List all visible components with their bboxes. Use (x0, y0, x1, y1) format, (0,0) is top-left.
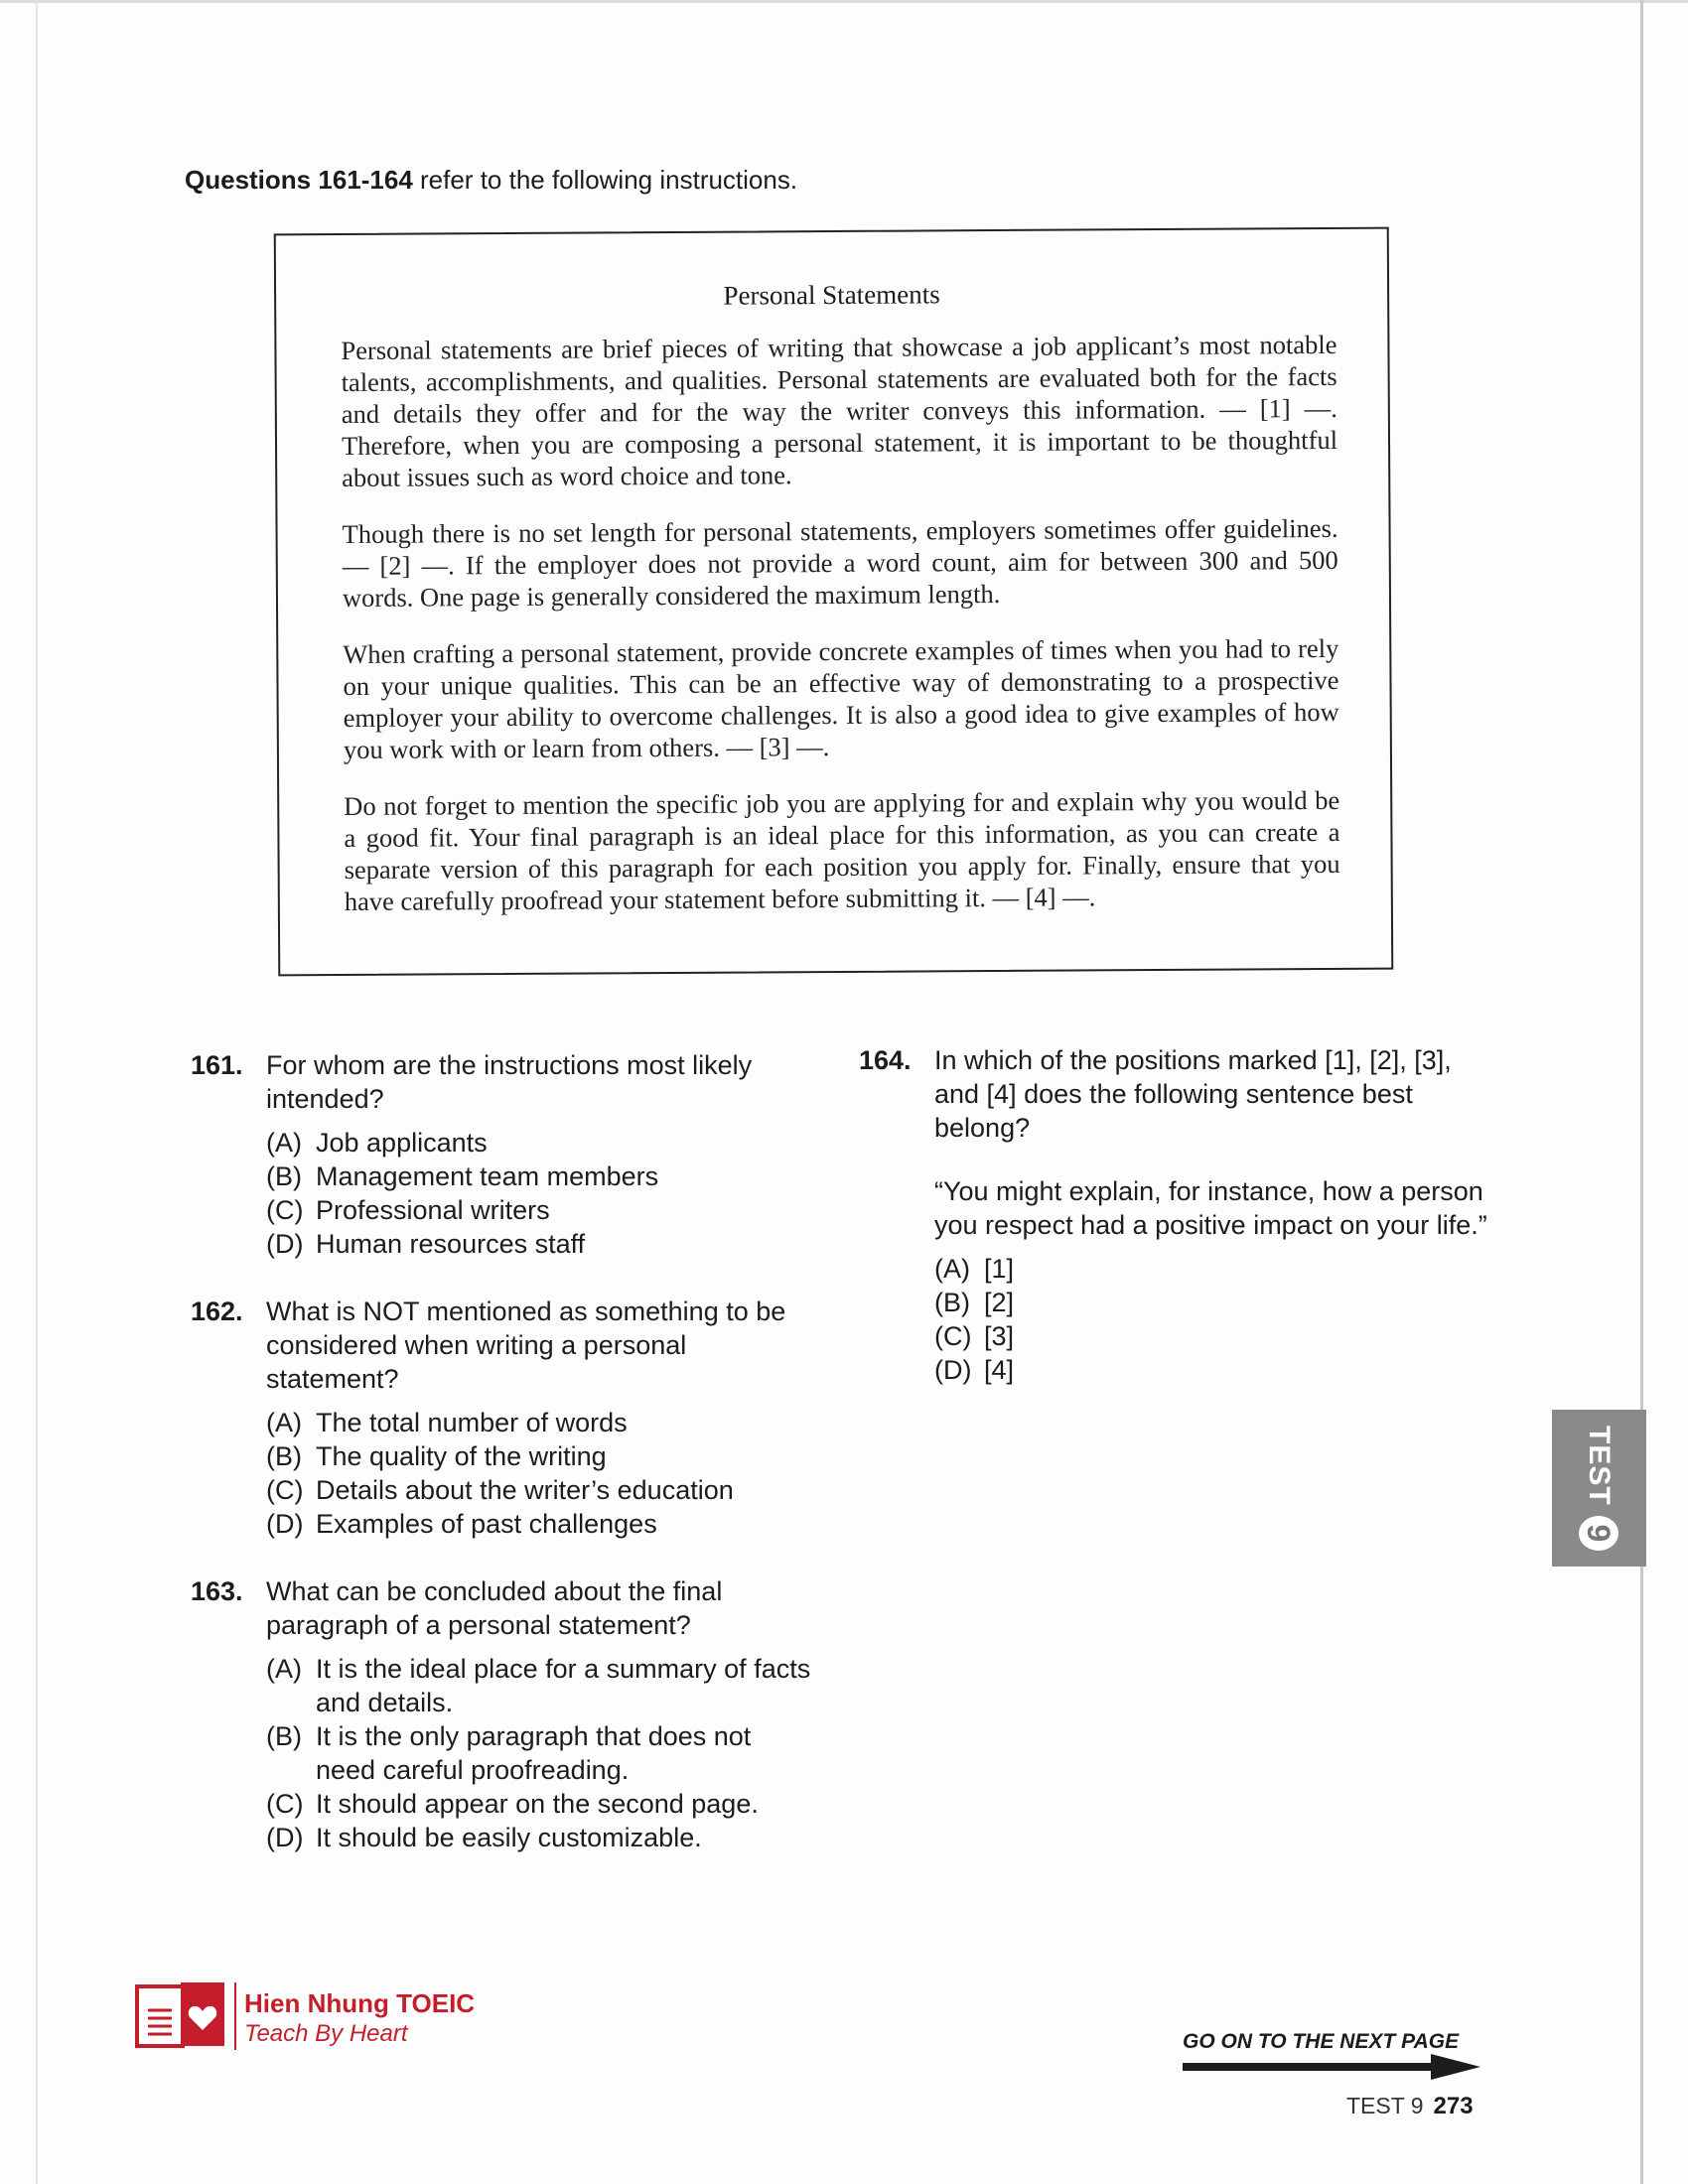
answer-options (266, 1652, 816, 1854)
answer-options (266, 1406, 816, 1541)
answer-option-a[interactable] (266, 1406, 816, 1439)
passage-paragraph: Personal statements are brief pieces of writing that showcase a job applicant’s most notable talents, accomplishments, and qualities. Personal statements are evaluated both for the facts and details they offer and for the way the writer conveys this information. — [1] —. Therefore, when you are composing a personal statement, it is important to be thoughtful about issues such as word choice and tone. (341, 329, 1338, 493)
answer-option-a[interactable] (266, 1652, 816, 1719)
option-text: Professional writers (316, 1195, 550, 1225)
question-161 (191, 1048, 816, 1261)
option-text: [1] (984, 1254, 1015, 1284)
page-footer (1346, 2093, 1474, 2120)
option-text: It is the only paragraph that does not need careful proofreading. (316, 1721, 752, 1785)
scan-edge-left (36, 0, 38, 2184)
option-letter: (D) (266, 1229, 304, 1259)
option-letter: (A) (266, 1654, 302, 1684)
answer-option-c[interactable] (266, 1787, 816, 1821)
option-letter: (A) (266, 1128, 302, 1158)
answer-option-c[interactable] (266, 1473, 816, 1507)
page-number: 273 (1433, 2093, 1474, 2119)
question-text: What is NOT mentioned as something to be considered when writing a personal statement? (266, 1297, 786, 1394)
brand-tagline: Teach By Heart (244, 2020, 408, 2047)
option-letter: (C) (266, 1475, 304, 1505)
option-text: It should appear on the second page. (316, 1789, 759, 1819)
scan-edge-top (0, 0, 1688, 3)
option-text: The quality of the writing (316, 1441, 607, 1471)
option-letter: (C) (266, 1195, 304, 1225)
questions-range: Questions 161-164 (185, 165, 413, 195)
option-text: [4] (984, 1355, 1015, 1385)
question-number: 164. (859, 1045, 912, 1075)
question-text: What can be concluded about the final paragraph of a personal statement? (266, 1576, 723, 1640)
intro-rest: refer to the following instructions. (412, 165, 798, 195)
book-heart-icon (135, 1980, 226, 2052)
question-number: 162. (191, 1297, 243, 1326)
question-text: In which of the positions marked [1], [2], [3], and [4] does the following sentence best belong? (934, 1045, 1452, 1143)
answer-option-a[interactable] (934, 1252, 1494, 1286)
brand-name: Hien Nhung TOEIC (244, 1988, 476, 2018)
question-text: For whom are the instructions most likely intended? (266, 1050, 753, 1114)
inserted-sentence-quote: “You might explain, for instance, how a person you respect had a positive impact on your life.” (934, 1176, 1487, 1240)
answer-options (934, 1252, 1494, 1387)
passage-box (274, 227, 1394, 977)
option-letter: (A) (266, 1408, 302, 1437)
option-letter: (B) (266, 1161, 302, 1191)
question-163 (191, 1574, 816, 1854)
option-text: [2] (984, 1288, 1015, 1317)
question-number: 163. (191, 1576, 243, 1606)
passage-paragraph: Do not forget to mention the specific job you are applying for and explain why you would be a good fit. Your final paragraph is an ideal place for this information, as you can create a separate version of this paragraph for each position you apply for. Finally, ensure that you have carefully proofread your statement before submitting it. — [4] —. (344, 784, 1340, 917)
answer-option-c[interactable] (934, 1319, 1494, 1353)
option-letter: (D) (266, 1823, 304, 1852)
option-letter: (C) (266, 1789, 304, 1819)
answer-option-b[interactable] (934, 1286, 1494, 1319)
logo-divider (234, 1982, 236, 2050)
question-164 (859, 1043, 1494, 1387)
question-number: 161. (191, 1050, 243, 1080)
passage-title: Personal Statements (723, 279, 940, 311)
answer-option-b[interactable] (266, 1439, 816, 1473)
questions-left-column (191, 1048, 816, 1888)
go-to-next-page (1183, 2030, 1480, 2080)
answer-option-d[interactable] (934, 1353, 1494, 1387)
scan-edge-right (1640, 0, 1643, 2184)
option-text: Examples of past challenges (316, 1509, 657, 1539)
option-letter: (C) (934, 1321, 972, 1351)
option-letter: (B) (266, 1721, 302, 1751)
passage-paragraph: Though there is no set length for personal statements, employers sometimes offer guidelines. — [2] —. If the employer does not provide a word count, aim for between 300 and 500 words. One page is generally considered the maximum length. (342, 512, 1338, 614)
footer-test-label: TEST 9 (1346, 2093, 1424, 2118)
option-text: Details about the writer’s education (316, 1475, 734, 1505)
answer-option-c[interactable] (266, 1193, 816, 1227)
passage-body (341, 329, 1340, 942)
option-text: It should be easily customizable. (316, 1823, 702, 1852)
option-text: It is the ideal place for a summary of facts and details. (316, 1654, 811, 1717)
questions-intro (185, 165, 797, 196)
option-letter: (D) (266, 1509, 304, 1539)
answer-option-a[interactable] (266, 1126, 816, 1160)
passage-paragraph: When crafting a personal statement, provide concrete examples of times when you had to rely on your unique qualities. This can be an effective way of demonstrating to a prospective employer your ability to overcome challenges. It is also a good idea to give examples of how you work with or learn from others. — [3] —. (343, 632, 1339, 765)
test-side-tab (1552, 1410, 1646, 1567)
option-letter: (A) (934, 1254, 970, 1284)
answer-option-d[interactable] (266, 1227, 816, 1261)
side-tab-text: TEST (1583, 1426, 1616, 1506)
answer-option-b[interactable] (266, 1160, 816, 1193)
next-page-label: GO ON TO THE NEXT PAGE (1183, 2030, 1460, 2053)
brand-logo (135, 1979, 532, 2058)
test-number-badge: 9 (1579, 1516, 1618, 1551)
option-letter: (B) (266, 1441, 302, 1471)
option-text: Job applicants (316, 1128, 488, 1158)
option-text: Human resources staff (316, 1229, 586, 1259)
option-text: [3] (984, 1321, 1015, 1351)
answer-option-b[interactable] (266, 1719, 816, 1787)
answer-option-d[interactable] (266, 1507, 816, 1541)
side-tab-label (1564, 1422, 1633, 1551)
question-162 (191, 1295, 816, 1541)
option-letter: (D) (934, 1355, 972, 1385)
answer-option-d[interactable] (266, 1821, 816, 1854)
answer-options (266, 1126, 816, 1261)
option-text: The total number of words (316, 1408, 628, 1437)
questions-right-column (859, 1043, 1494, 1421)
option-letter: (B) (934, 1288, 970, 1317)
right-arrow-icon (1183, 2054, 1480, 2080)
option-text: Management team members (316, 1161, 659, 1191)
